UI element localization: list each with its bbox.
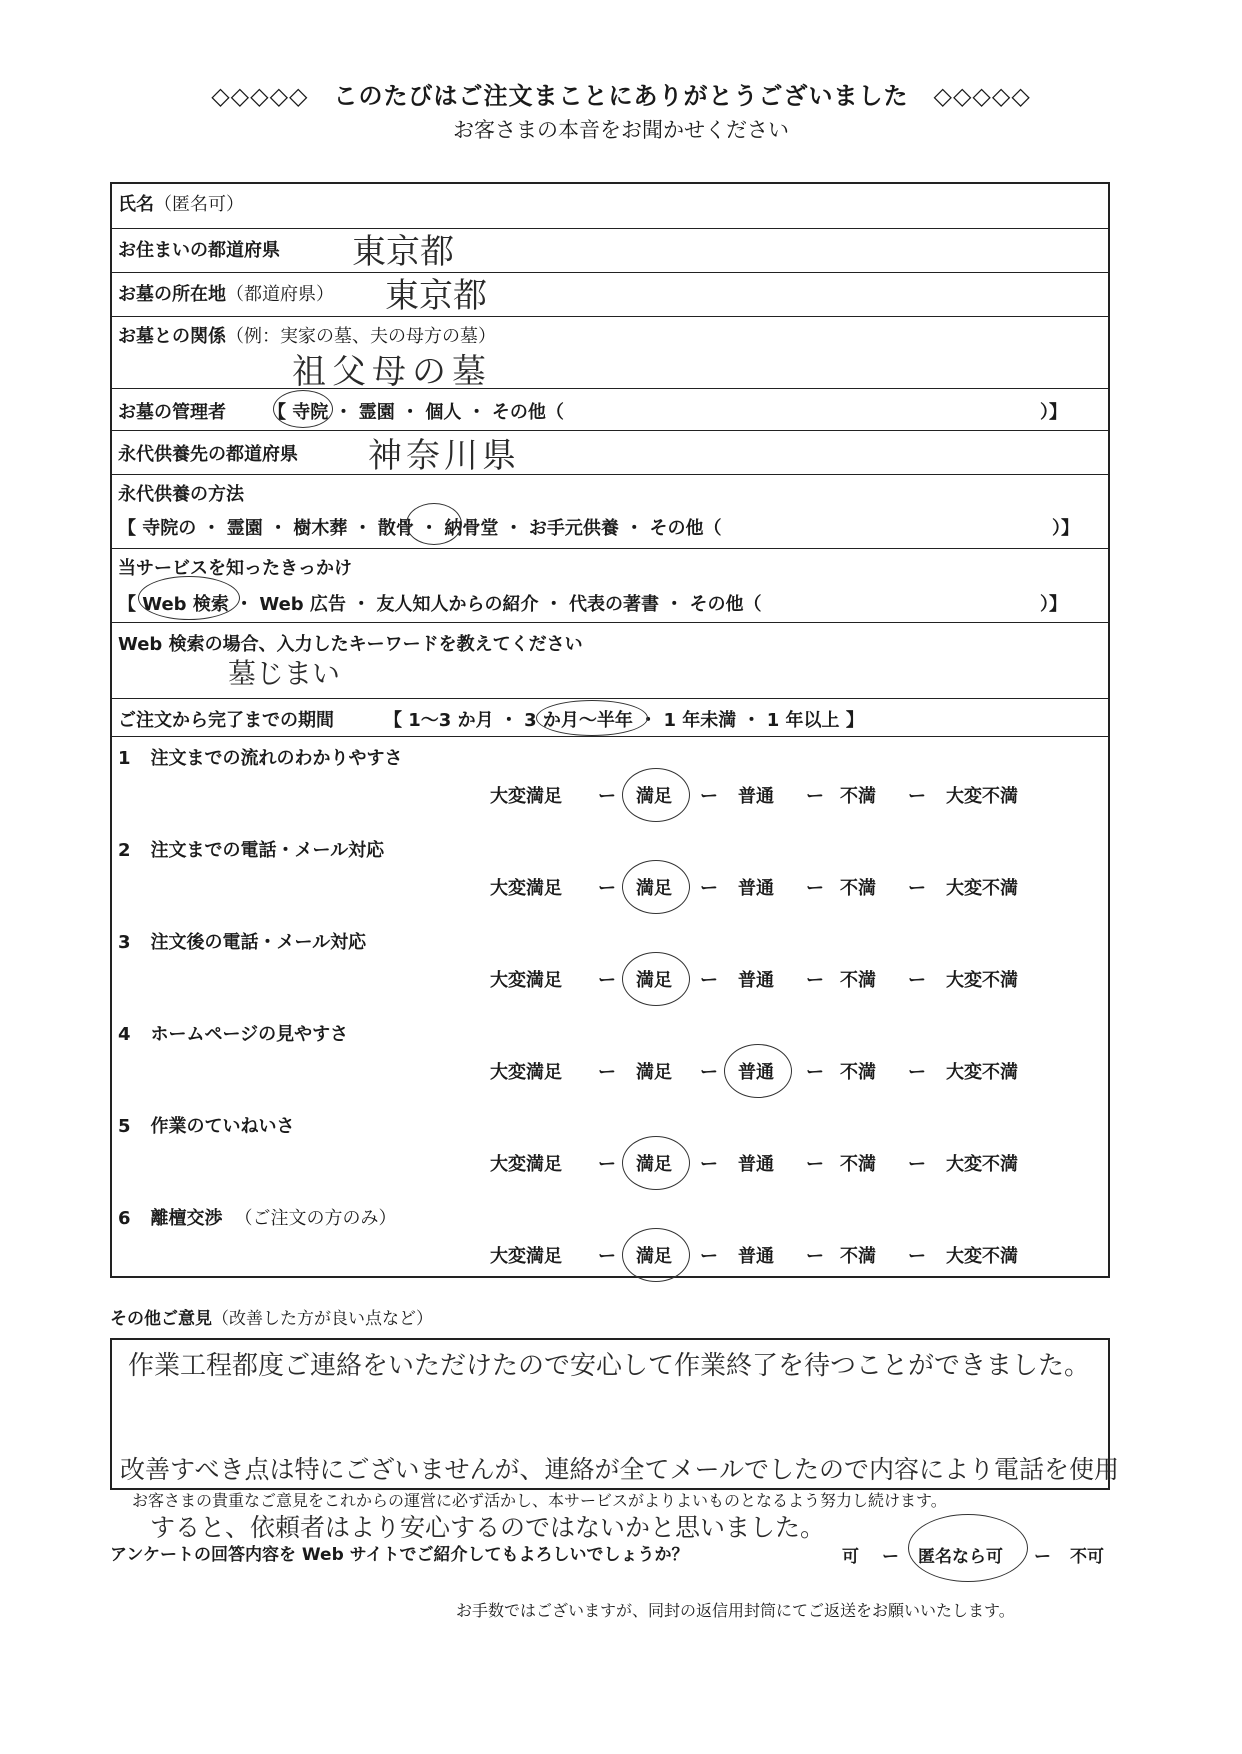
rating-option-dissatisfied[interactable]: 不満 [840,1062,876,1083]
period-label: ご注文から完了までの期間 [118,710,334,731]
question-number: 2 [118,840,131,861]
name-note: （匿名可） [154,194,244,215]
manager-selection-circle [273,390,333,428]
question-text: 注文までの流れのわかりやすさ [150,748,403,769]
question-number: 4 [118,1024,131,1045]
consent-dash: ー [882,1547,899,1567]
rating-option-satisfied[interactable]: 満足 [636,1062,672,1083]
relation-handwritten[interactable]: 祖父母の墓 [292,352,492,392]
eitai-prefecture-handwritten[interactable]: 神奈川県 [368,436,520,476]
rating-option-satisfied[interactable]: 満足 [636,786,672,807]
consent-question: アンケートの回答内容を Web サイトでご紹介してもよろしいでしょうか？ [110,1545,689,1565]
form-subtitle: お客さまの本音をお聞かせください [453,118,789,142]
comments-note: （改善した方が良い点など） [212,1309,433,1329]
question-1 [118,744,403,770]
rating-option-very-dissatisfied[interactable]: 大変不満 [946,1154,1018,1175]
rating-option-satisfied[interactable]: 満足 [636,1154,672,1175]
trigger-label: 当サービスを知ったきっかけ [118,558,352,579]
row-divider [110,388,1110,389]
rating-dash: ー [598,1154,616,1175]
grave-location-label: お墓の所在地 [118,284,226,305]
rating-dash: ー [598,970,616,991]
rating-dash: ー [598,786,616,807]
rating-option-very-satisfied[interactable]: 大変満足 [490,1154,562,1175]
question-6 [118,1204,397,1230]
rating-option-dissatisfied[interactable]: 不満 [840,786,876,807]
rating-dash: ー [908,878,926,899]
rating-option-very-satisfied[interactable]: 大変満足 [490,878,562,899]
rating-dash: ー [700,786,718,807]
manager-label: お墓の管理者 [118,402,226,423]
question-4 [118,1020,348,1046]
rating-selection-circle [622,952,690,1006]
question-5 [118,1112,295,1138]
rating-selection-circle [622,860,690,914]
eitai-method-label: 永代供養の方法 [118,484,244,505]
name-label: 氏名 [118,194,154,215]
comment-line-3: すると、依頼者はより安心するのではないかと思いました。 [150,1513,826,1542]
question-3 [118,928,366,954]
rating-option-neutral[interactable]: 普通 [738,1246,774,1267]
rating-option-very-satisfied[interactable]: 大変満足 [490,786,562,807]
row-divider [110,272,1110,273]
row-divider [110,228,1110,229]
rating-dash: ー [700,878,718,899]
trigger-options[interactable]: 【 Web 検索 ・ Web 広告 ・ 友人知人からの紹介 ・ 代表の著書 ・ その他（ [118,594,762,615]
rating-option-neutral[interactable]: 普通 [738,970,774,991]
comments-label: その他ご意見 [110,1309,212,1329]
rating-dash: ー [700,970,718,991]
period-selection-circle [536,700,648,736]
rating-option-very-dissatisfied[interactable]: 大変不満 [946,786,1018,807]
rating-option-dissatisfied[interactable]: 不満 [840,878,876,899]
rating-option-neutral[interactable]: 普通 [738,878,774,899]
consent-option-no[interactable]: 不可 [1070,1547,1104,1567]
question-number: 1 [118,748,131,769]
rating-dash: ー [908,970,926,991]
question-2 [118,836,384,862]
comments-field [110,1304,433,1329]
rating-dash: ー [806,970,824,991]
question-number: 6 [118,1208,131,1229]
question-text: 作業のていねいさ [150,1116,295,1137]
thanks-text: お客さまの貴重なご意見をこれからの運営に必ず活かし、本サービスがよりよいものとなるよう努力し続けます。 [132,1491,947,1510]
rating-dash: ー [700,1154,718,1175]
rating-option-very-satisfied[interactable]: 大変満足 [490,1062,562,1083]
rating-selection-circle [724,1044,792,1098]
rating-selection-circle [622,1228,690,1282]
rating-option-satisfied[interactable]: 満足 [636,1246,672,1267]
rating-dash: ー [908,1246,926,1267]
eitai-method-selection-circle [406,503,462,545]
question-text: ホームページの見やすさ [150,1024,349,1045]
rating-selection-circle [622,1136,690,1190]
rating-selection-circle [622,768,690,822]
question-number: 3 [118,932,131,953]
rating-option-very-dissatisfied[interactable]: 大変不満 [946,1062,1018,1083]
consent-option-yes[interactable]: 可 [842,1547,859,1567]
trigger-selection-circle [138,576,240,620]
rating-dash: ー [598,878,616,899]
trigger-close: ）】 [1040,594,1067,615]
rating-option-satisfied[interactable]: 満足 [636,970,672,991]
rating-dash: ー [806,1154,824,1175]
consent-option-anonymous[interactable]: 匿名なら可 [918,1547,1003,1567]
question-text: 注文後の電話・メール対応 [150,932,367,953]
rating-dash: ー [806,1246,824,1267]
row-divider [110,316,1110,317]
rating-dash: ー [700,1246,718,1267]
question-note: （ご注文の方のみ） [234,1208,397,1229]
eitai-prefecture-label: 永代供養先の都道府県 [118,444,298,465]
consent-selection-circle [908,1514,1028,1582]
rating-dash: ー [908,1062,926,1083]
rating-dash: ー [598,1062,616,1083]
rating-dash: ー [806,878,824,899]
name-field[interactable] [118,190,244,216]
rating-option-very-satisfied[interactable]: 大変満足 [490,970,562,991]
row-divider [110,474,1110,475]
manager-options[interactable]: 【 寺院 ・ 霊園 ・ 個人 ・ その他（ [268,402,564,423]
row-divider [110,622,1110,623]
relation-label: お墓との関係 [118,326,226,347]
rating-dash: ー [908,786,926,807]
prefecture-handwritten[interactable]: 東京都 [352,232,454,272]
rating-option-dissatisfied[interactable]: 不満 [840,970,876,991]
rating-option-very-satisfied[interactable]: 大変満足 [490,1246,562,1267]
form-title: ◇◇◇◇◇ このたびはご注文まことにありがとうございました ◇◇◇◇◇ [211,82,1031,110]
comment-line-1: 作業工程都度ご連絡をいただけたので安心して作業終了を待つことができました。 [128,1351,1091,1381]
period-options[interactable]: 【 1～3 か月 ・ 3 か月～半年 ・ 1 年未満 ・ 1 年以上 】 [384,710,864,731]
grave-location-note: （都道府県） [226,284,334,305]
grave-location-field [118,280,334,306]
rating-dash: ー [806,1062,824,1083]
rating-dash: ー [806,786,824,807]
comment-line-2: 改善すべき点は特にございませんが、連絡が全てメールでしたので内容により電話を使用 [120,1455,1120,1484]
row-divider [110,698,1110,699]
question-number: 5 [118,1116,131,1137]
rating-dash: ー [908,1154,926,1175]
row-divider [110,548,1110,549]
rating-option-very-dissatisfied[interactable]: 大変不満 [946,970,1018,991]
return-note: お手数ではございますが、同封の返信用封筒にてご返送をお願いいたします。 [456,1601,1015,1620]
rating-dash: ー [700,1062,718,1083]
keyword-handwritten[interactable]: 墓じまい [228,657,341,690]
relation-note: （例：実家の墓、夫の母方の墓） [226,326,496,347]
rating-option-satisfied[interactable]: 満足 [636,878,672,899]
rating-option-dissatisfied[interactable]: 不満 [840,1154,876,1175]
rating-option-neutral[interactable]: 普通 [738,786,774,807]
rating-option-neutral[interactable]: 普通 [738,1154,774,1175]
rating-option-very-dissatisfied[interactable]: 大変不満 [946,1246,1018,1267]
rating-option-very-dissatisfied[interactable]: 大変不満 [946,878,1018,899]
grave-location-handwritten[interactable]: 東京都 [385,276,487,316]
rating-dash: ー [598,1246,616,1267]
eitai-method-close: ）】 [1052,518,1079,539]
keyword-label: Web 検索の場合、入力したキーワードを教えてください [118,634,583,655]
rating-option-dissatisfied[interactable]: 不満 [840,1246,876,1267]
eitai-method-options[interactable]: 【 寺院の ・ 霊園 ・ 樹木葬 ・ 散骨 ・ 納骨堂 ・ お手元供養 ・ その他（ [118,518,722,539]
row-divider [110,736,1110,737]
question-text: 注文までの電話・メール対応 [150,840,385,861]
manager-close: ）】 [1040,402,1067,423]
question-text: 離檀交渉 [150,1208,223,1229]
row-divider [110,430,1110,431]
prefecture-label: お住まいの都道府県 [118,240,280,261]
consent-dash: ー [1034,1547,1051,1567]
rating-option-neutral[interactable]: 普通 [738,1062,774,1083]
